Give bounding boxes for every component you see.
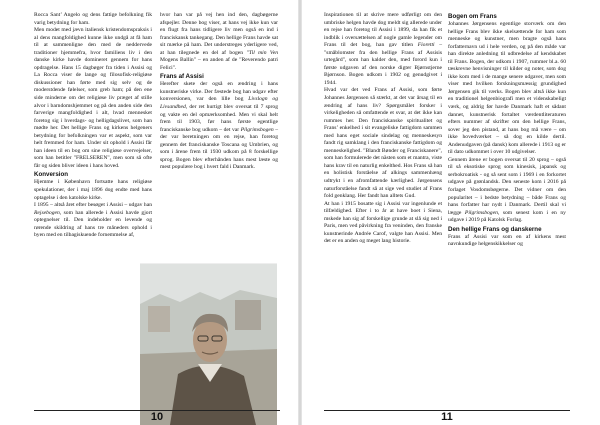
text-run: hvor han var på vej hen ind den, dagbøgerne afspejler. Denne bog viser, at hans vej ikke kun var en flugt fra hans tidligere liv men også en ind i franciskansk tankegang. Den hellige Frans havde sat sit mærke på ham. Det understreges yderligere ved, at han tilegnede en del af bogen	[160, 12, 278, 56]
text-run: , som senest kom i en ny udgave i 2019 på Katolsk Forlag.	[448, 209, 566, 224]
text-run: , der ret hurtigt blev oversat til 7 sprog og vakte en del opmærksomhed. Men vi skal helt frem til 1903, før hans første egentlige franciskanske bog udkom – det var	[160, 104, 278, 133]
book-title: Rejsebogen	[34, 209, 60, 216]
right-column-1	[324, 12, 442, 246]
book-title: Livslogn og Livsandhed	[160, 96, 278, 111]
right-column-2	[448, 12, 566, 249]
left-column-1	[34, 12, 152, 240]
text-run: – der var beretningen om en rejse, han foretog gennem det franciskanske Toscana og Umbrien, og som i årene frem til 1930 udkom på 8 forskellige sprog. Bogen blev efterhånden hans mest læste og mest populære bog i hvert fald i Danmark.	[160, 126, 278, 171]
paragraph	[324, 12, 442, 87]
paragraph	[34, 202, 152, 240]
paragraph: Rocca Sant’ Angelo og dens fattige befolkning fik varig betydning for ham.	[34, 12, 152, 26]
paragraph: At han i 1915 bosatte sig i Assisi var ingenlunde et tilfældighed. Efter i to år at have boet i Siena, mskede han sig af forskellige grunde at slå sig ned i Paris, men ved påvirkning fra veninden, den franske kunstnerinde Andrée Carof, valgte han Assisi. Men det er en anden og meget lang historie.	[324, 200, 442, 245]
text-run: , som han allerede i Assisi havde gjort optegnelser til. Den indeholder en levende og rørende skildring af hans tre måneders ophold i byen med en tilbagiskuende fornemmelse af,	[34, 209, 152, 239]
paragraph: Frans af Assisi var som en af kirkens mest navnkundige helgenskikkelser og	[448, 233, 566, 248]
paragraph: Hvad var det ved Frans af Assisi, som førte Johannes Jørgensen så stærkt, at det var årsag til en ændring af hans liv? Spørgsmålet forsker i virkeligheden så omfattende et svar, at det ikke kan rummes her. Den franciskanske spiritualitet og Frans’ enkelhed i sit evangeliske fattigdom sammen med hans eget sociale sindelag og menneskesyn fandt rig samklang i den franciskanske fattigdom og menneskelighed. "Blandt Bønder og Franciskanere", som han formulerede det nästen som et mantra, viste hans krav til en naturlig enkelthed. Hos Frans så han en holistisk forståelse af alkings sammenhæng udtrykt i en afromfattende kærlighed. Jørgensens naturforståelse fandt så at sige ved studiet af Frans fold genklang. Her fandt han alltets Gud.	[324, 87, 442, 200]
section-heading-konversion: Konversion	[34, 171, 69, 179]
right-page	[302, 0, 600, 425]
paragraph	[160, 12, 278, 72]
section-heading-danskerne: Den hellige Frans og danskerne	[448, 225, 542, 233]
paragraph	[160, 81, 278, 172]
text-run: Gennem årene er bogen oversat til 20 sprog – også til så eksotiske sprog som kinesisk, japansk og serbokroatisk - og så sent som i 1969 i en forkortet udgave på grønlandsk. Den seneste kom i 2016 på forlaget Vosdomsbøgerne. Det vidner om den popularitet – i bedste betydning – både Frans og hans forfatter har nydt i Danmark. Dertil skal vi lægge	[448, 156, 566, 216]
text-run: Inspirationen til at skrive mere udførligt om den umbriske helgen havde dog meldt sig allerede under en rejse han foretog til Assisi i 1899, da han fik et indblik i oversættelsen af nogle gamle legender om Frans til det bog, han gav titlen	[324, 12, 442, 49]
photo-building	[235, 300, 261, 330]
page-number-10: 10	[34, 410, 280, 425]
left-page	[0, 0, 298, 425]
text-run: – "småblomster fra den hellige Frans af Assisis urtegård", som han kalder den, med forord kun i første udgaven af den norske digter Bjørnstjerne Bjørnson. Bogen udkom i 1902 og genudgivet i 1944.	[324, 42, 442, 86]
paragraph: Hjemme i København fortsatte hans religiøse spekulationer, der i maj 1896 dog endte med hans optagelse i den katolske kirke.	[34, 179, 152, 201]
left-column-2	[160, 12, 278, 172]
text-run: Mogens Ballin" – en anden af de "Reverendo patri Felici".	[160, 57, 278, 71]
book-title: Pilgrimsbogen	[240, 126, 274, 133]
paragraph: Johannes Jørgensens egentlige storværk om den hellige Frans blev ikke skelsættende for ham som menneske og kunstner, men bragte også hans forfatternavn ud i hele verden, og på den måde var han direkte anledning til udbredelse af kendskabet til Frans. Bogen, der udkom i 1907, rummer bl.a. 60 tæskrevne henvisninger til kilder og noter, som dog ikke kom med i de mange senere udgaver, men som viser med hvilken forskningsmæssig grundighed Jørgensen gik til værks. Bogen blev altså ikke kun en traditionel helgenbiografi men et videnskabeligt værk, og aldrig før havde Danmark haft et sådant dannet, kunstnerisk fortaltet værdentliteraturen efters nummer af skrifter om den hellige Frans, sover jeg den pistand, at hans bog må være – om ikke hovedværket – så dog en kilde dertil. Andenudgaven (på dansk) kom allerede i 1913 og er til dato udkommet i over 10 udgivelser.	[448, 21, 566, 156]
book-title: Pilgrimsbogen	[464, 209, 498, 216]
paragraph: Men modet med jævn italiensk kristendomspraksis i al dens mangfoldighed kunne ikke undgå at få ham til at sammenligne den med de neddervede traditioner hjemmefra, hvor familiens liv i den danske kirke havde domineret gennem for hans opdragelse. Hans 15 dagbøger fra tiden i Assisi og La Rocca viser de lange og filosofisk-religiøse diskussioner han førte med sig selv og de moderstdende følelser, som greb ham; på den ene side minderne om det religiøse liv præget af stille alvor i barndomshjemmet og på den anden side den farverige mangfoldighed i alt, hvad mennesket foretog sig i hverdags- og helligdagslivet, som han mødte her. Det hellige Frans og kirkens helgeners betydning for befolkningen var et aspekt, som var helt fremmed for ham. Under sit ophold i Assisi får han ideen til en bog om sine religiøse overvejelser, som han betitler "FRELSEREN", men som så ofte får og siden bliver ideen i hans hoved.	[34, 27, 152, 169]
photo-building	[148, 306, 170, 332]
portrait-illustration	[140, 264, 277, 425]
text-run: I 1895 – altså året efter besøget i Assisi – udgav han	[34, 202, 152, 209]
text-run: Herefter skete der også en ændring i hans kunstneriske virke. Der fæstede bog han udgav efter konversionen, var den lille bog	[160, 81, 278, 103]
quoted-dedication: "Til min Ven	[246, 49, 278, 56]
portrait-photo	[140, 263, 277, 425]
paragraph	[448, 157, 566, 225]
section-heading-frans: Frans af Assisi	[160, 73, 204, 81]
book-title: Fioretti	[417, 42, 435, 49]
section-heading-bogen-om-frans: Bogen om Frans	[448, 13, 497, 20]
page-number-11: 11	[324, 410, 570, 425]
